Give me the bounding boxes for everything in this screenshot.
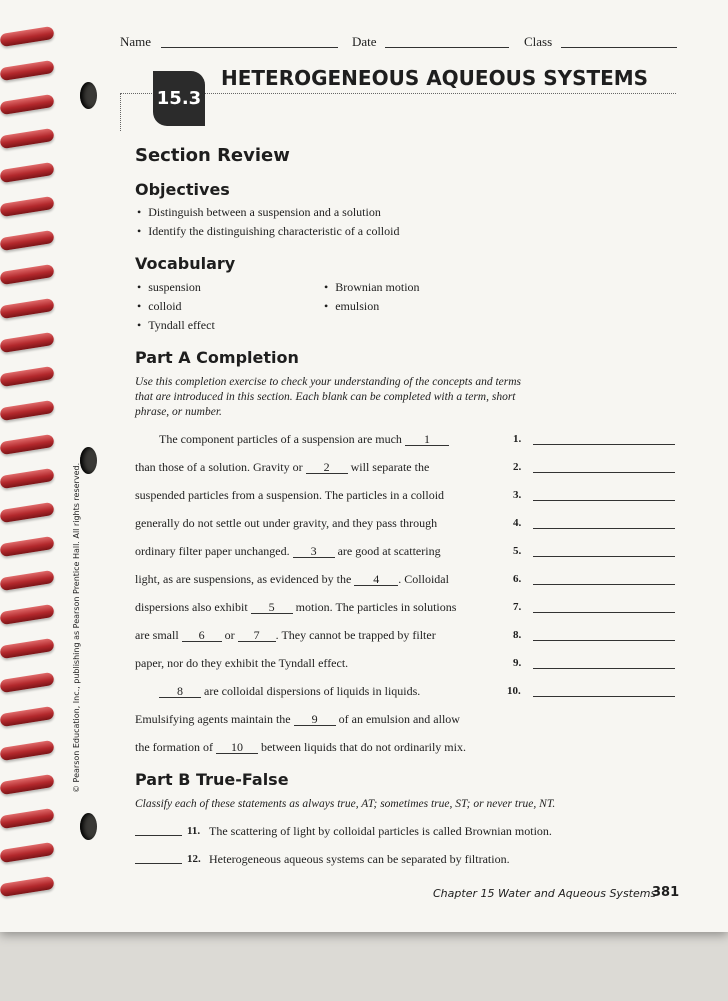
answer-line-3[interactable] [533,500,675,501]
passage-line: the formation of 10 between liquids that do not ordinarily mix. [135,740,466,754]
passage-line: light, as are suspensions, as evidenced by the 4 . Colloidal [135,572,449,586]
section-number-badge: 15.3 [153,71,205,126]
punch-hole [80,813,97,840]
passage-line: than those of a solution. Gravity or 2 will separate the [135,460,430,474]
vocab-item: • Tyndall effect [137,318,215,333]
name-field[interactable] [161,47,338,48]
passage-line: Emulsifying agents maintain the 9 of an emulsion and allow [135,712,460,726]
answer-number: 3. [513,489,522,501]
chapter-footer: Chapter 15 Water and Aqueous Systems [433,887,657,900]
punch-hole [80,82,97,109]
tf-number: 11. [187,825,201,837]
vocabulary-heading: Vocabulary [135,254,236,273]
part-a-instructions: phrase, or number. [135,406,222,418]
page-number: 381 [652,885,680,900]
vocab-item: • colloid [137,299,182,314]
part-a-instructions: that are introduced in this section. Each blank can be completed with a term, short [135,391,516,403]
blank-4: 4 [354,574,398,586]
answer-number: 8. [513,629,522,641]
passage-line: generally do not settle out under gravity, and they pass through [135,516,438,530]
blank-3: 3 [293,546,335,558]
vocab-item: • Brownian motion [324,280,420,295]
blank-1: 1 [405,434,449,446]
tf-answer-blank-12[interactable] [135,863,182,864]
name-label: Name [120,34,152,49]
date-field[interactable] [385,47,509,48]
passage-line: suspended particles from a suspension. The particles in a colloid [135,488,445,502]
part-b-heading: Part B True-False [135,770,289,789]
passage-line: paper, nor do they exhibit the Tyndall effect. [135,656,349,670]
tf-answer-blank-11[interactable] [135,835,182,836]
passage-line: ordinary filter paper unchanged. 3 are good at scattering [135,544,441,558]
objective-item: • Distinguish between a suspension and a solution [137,205,381,220]
blank-5: 5 [251,602,293,614]
passage-line: The component particles of a suspension are much 1 [159,432,449,447]
blank-6: 6 [182,630,222,642]
answer-line-2[interactable] [533,472,675,473]
answer-number: 2. [513,461,522,473]
answer-number: 10. [507,685,521,697]
answer-line-5[interactable] [533,556,675,557]
answer-number: 6. [513,573,522,585]
part-b-instructions: Classify each of these statements as always true, AT; sometimes true, ST; or never true, NT. [135,798,556,810]
answer-line-4[interactable] [533,528,675,529]
answer-number: 1. [513,433,522,445]
passage-line: dispersions also exhibit 5 motion. The particles in solutions [135,600,457,614]
vocab-item: • emulsion [324,299,379,314]
class-label: Class [524,34,553,49]
answer-line-10[interactable] [533,696,675,697]
tf-statement: Heterogeneous aqueous systems can be separated by filtration. [209,852,510,866]
tf-number: 12. [187,853,201,865]
passage-line: 8 are colloidal dispersions of liquids in liquids. [159,684,420,699]
vocab-item: • suspension [137,280,201,295]
blank-10: 10 [216,742,258,754]
date-label: Date [352,34,377,49]
blank-2: 2 [306,462,348,474]
answer-line-7[interactable] [533,612,675,613]
answer-line-8[interactable] [533,640,675,641]
answer-number: 9. [513,657,522,669]
part-a-instructions: Use this completion exercise to check your understanding of the concepts and terms [135,376,522,388]
section-title: HETEROGENEOUS AQUEOUS SYSTEMS [221,66,649,90]
answer-line-9[interactable] [533,668,675,669]
answer-number: 7. [513,601,522,613]
punch-hole [80,447,97,474]
blank-8: 8 [159,686,201,698]
objectives-heading: Objectives [135,180,230,199]
answer-line-6[interactable] [533,584,675,585]
blank-9: 9 [294,714,336,726]
class-field[interactable] [561,47,677,48]
answer-line-1[interactable] [533,444,675,445]
answer-number: 5. [513,545,522,557]
copyright-notice: © Pearson Education, Inc., publishing as Pearson Prentice Hall. All rights reserved. [72,462,81,793]
passage-line: are small 6 or 7 . They cannot be trapped by filter [135,628,436,642]
tf-statement: The scattering of light by colloidal particles is called Brownian motion. [209,824,552,838]
part-a-heading: Part A Completion [135,348,299,367]
blank-7: 7 [238,630,276,642]
objective-item: • Identify the distinguishing characteristic of a colloid [137,224,399,239]
answer-number: 4. [513,517,522,529]
section-review-heading: Section Review [135,145,290,166]
header-rule-vertical [120,93,121,131]
